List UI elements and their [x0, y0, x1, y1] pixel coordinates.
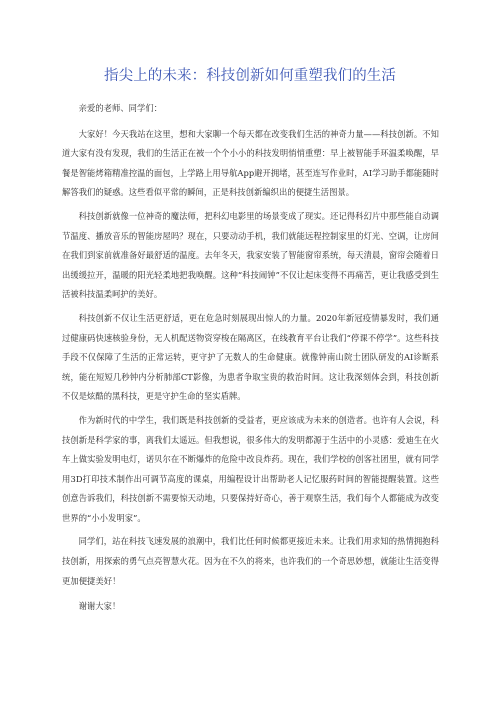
- document-title: 指尖上的未来：科技创新如何重塑我们的生活: [104, 68, 396, 84]
- paragraph-intro: 大家好！今天我站在这里，想和大家聊一个每天都在改变我们生活的神奇力量——科技创新。不知道大家有没有发现，我们的生活正在被一个个小小的科技发明悄悄重塑：早上被智能手环温柔唤醒，早餐是智能烤箱精准控温的面包，上学路上用导航App避开拥堵，甚至连写作业时，AI学习助手都能随时解答我们的疑惑。这些看似平常的瞬间，正是科技创新编织出的便捷生活图景。: [62, 128, 439, 198]
- paragraph-smart-home: 科技创新就像一位神奇的魔法师，把科幻电影里的场景变成了现实。还记得科幻片中那些能自动调节温度、播放音乐的智能房屋吗？现在，只要动动手机，我们就能远程控制家里的灯光、空调，让房间在我们到家前就准备好最舒适的温度。去年冬天，我家安装了智能窗帘系统，每天清晨，窗帘会随着日出缓缓拉开，温暖的阳光轻柔地把我唤醒。这种“科技闹钟”不仅让起床变得不再痛苦，更让我感受到生活被科技温柔呵护的美好。: [62, 210, 439, 300]
- closing: 谢谢大家！: [78, 601, 121, 612]
- paragraph-students: 作为新时代的中学生，我们既是科技创新的受益者，更应该成为未来的创造者。也许有人会说，科技创新是科学家的事，离我们太遥远。但我想说，很多伟大的发明都源于生活中的小灵感：爱迪生在火车上做实验发明电灯，诺贝尔在不断爆炸的危险中改良炸药。现在，我们学校的创客社团里，就有同学用3D打印技术制作出可调节高度的课桌，用编程设计出帮助老人记忆服药时间的智能提醒装置。这些创意告诉我们，科技创新不需要惊天动地，只要保持好奇心，善于观察生活，我们每个人都能成为改变世界的“小小发明家”。: [62, 414, 439, 523]
- greeting: 亲爱的老师、同学们：: [78, 103, 163, 113]
- paragraph-conclusion: 同学们，站在科技飞速发展的浪潮中，我们比任何时候都更接近未来。让我们用求知的热情拥抱科技创新，用探索的勇气点亮智慧火花。因为在不久的将来，也许我们的一个奇思妙想，就能让生活变得更加便捷美好！: [62, 536, 439, 586]
- document-body: [62, 99, 439, 621]
- paragraph-pandemic: 科技创新不仅让生活更舒适，更在危急时刻展现出惊人的力量。2020年新冠疫情暴发时，我们通过健康码快速核验身份，无人机配送物资穿梭在隔离区，在线教育平台让我们“停课不停学”。这些科技手段不仅保障了生活的正常运转，更守护了无数人的生命健康。就像钟南山院士团队研发的AI诊断系统，能在短短几秒钟内分析肺部CT影像，为患者争取宝贵的救治时间。这让我深刻体会到，科技创新不仅是炫酷的黑科技，更是守护生命的坚实盾牌。: [62, 312, 439, 402]
